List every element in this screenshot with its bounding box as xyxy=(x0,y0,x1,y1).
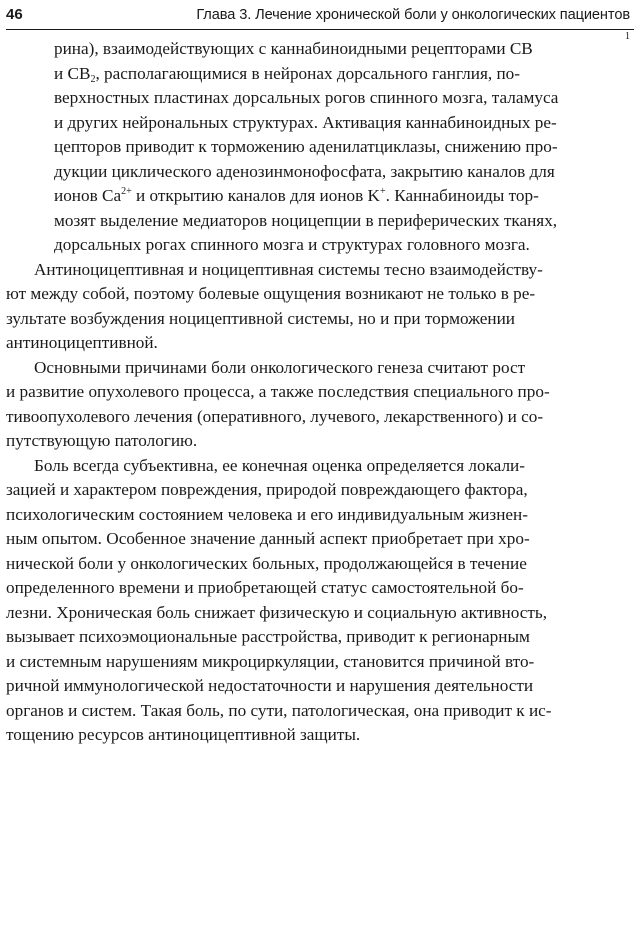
running-header xyxy=(6,3,634,30)
text-line: дукции циклического аденозинмонофосфата, закрытию каналов для xyxy=(54,162,555,181)
text-line xyxy=(54,62,630,86)
text-line: антиноцицептивной. xyxy=(6,333,158,352)
text-line: и других нейрональных структурах. Активация каннабиноидных ре- xyxy=(54,113,557,132)
text-fragment: и открытию каналов для ионов K xyxy=(131,186,380,205)
text-line: тощению ресурсов антиноцицептивной защиты. xyxy=(6,725,361,744)
superscript: + xyxy=(379,186,386,197)
text-line: лезни. Хроническая боль снижает физическую и социальную активность, xyxy=(6,603,548,622)
text-line: мозят выделение медиаторов ноцицепции в периферических тканях, xyxy=(54,211,558,230)
text-line xyxy=(54,31,630,61)
text-line: тивоопухолевого лечения (оперативного, лучевого, лекарственного) и со- xyxy=(6,407,544,426)
text-line: верхностных пластинах дорсальных рогов спинного мозга, таламуса xyxy=(54,88,559,107)
text-line: органов и систем. Такая боль, по сути, патологическая, она приводит к ис- xyxy=(6,701,552,720)
text-line: вызывает психоэмоциональные расстройства, приводит к регионарным xyxy=(6,627,530,646)
page-number: 46 xyxy=(6,6,23,23)
superscript: 2+ xyxy=(121,186,132,197)
text-fragment: , располагающимися в нейронах дорсального ганглия, по- xyxy=(95,64,520,83)
subscript: 2 xyxy=(90,74,96,85)
subscript: 1 xyxy=(625,31,630,42)
text-line: Основными причинами боли онкологического генеза считают рост xyxy=(34,358,526,377)
text-fragment: рина), взаимодействующих с каннабиноидными рецепторами CB xyxy=(54,39,533,58)
text-line: и развитие опухолевого процесса, а также последствия специального про- xyxy=(6,382,550,401)
chapter-title: Глава 3. Лечение хронической боли у онкологических пациентов xyxy=(196,7,630,23)
text-fragment: . Каннабиноиды тор- xyxy=(385,186,539,205)
text-fragment xyxy=(54,62,520,86)
text-line: Антиноцицептивная и ноцицептивная системы тесно взаимодейству- xyxy=(34,260,543,279)
text-line: определенного времени и приобретающей статус самостоятельной бо- xyxy=(6,578,524,597)
text-line xyxy=(54,184,630,208)
text-line: Боль всегда субъективна, ее конечная оценка определяется локали- xyxy=(34,456,525,475)
text-line: психологическим состоянием человека и его индивидуальным жизнен- xyxy=(6,505,528,524)
text-line: и системным нарушениям микроциркуляции, становится причиной вто- xyxy=(6,652,535,671)
text-fragment: ионов Ca xyxy=(54,186,122,205)
text-line: дорсальных рогах спинного мозга и структурах головного мозга. xyxy=(54,235,530,254)
text-line: ным опытом. Особенное значение данный аспект приобретает при хро- xyxy=(6,529,530,548)
text-line: ют между собой, поэтому болевые ощущения возникают не только в ре- xyxy=(6,284,536,303)
text-line: зацией и характером повреждения, природой повреждающего фактора, xyxy=(6,480,528,499)
text-fragment: и CB xyxy=(54,64,91,83)
text-fragment xyxy=(54,184,539,208)
text-line: путствующую патологию. xyxy=(6,431,198,450)
text-line: ричной иммунологической недостаточности и нарушения деятельности xyxy=(6,676,534,695)
text-line: зультате возбуждения ноцицептивной системы, но и при торможении xyxy=(6,309,515,328)
text-line: цепторов приводит к торможению аденилатциклазы, снижению про- xyxy=(54,137,558,156)
text-line: нической боли у онкологических больных, продолжающейся в течение xyxy=(6,554,527,573)
